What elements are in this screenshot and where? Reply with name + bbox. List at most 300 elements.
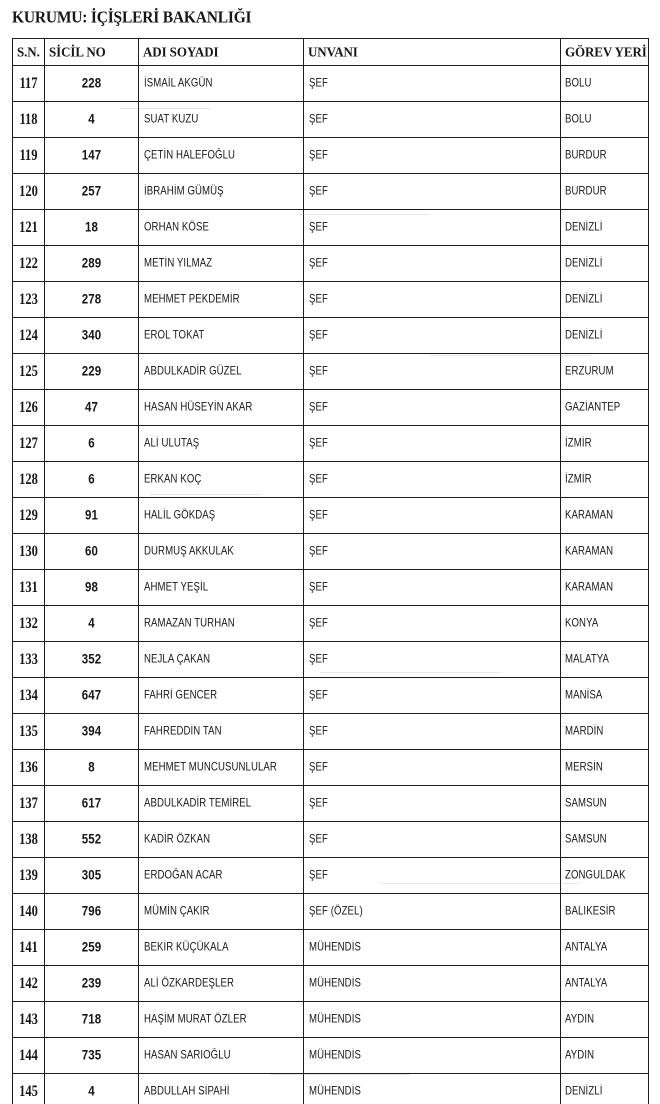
- cell-unvan-text: MÜHENDİS: [309, 1012, 361, 1027]
- cell-sn: [13, 426, 45, 462]
- cell-sn: [13, 858, 45, 894]
- table-row: [13, 1074, 649, 1104]
- table-row: [13, 1038, 649, 1074]
- cell-unvan: [304, 1074, 561, 1104]
- cell-unvan: [304, 498, 561, 534]
- table-row: [13, 930, 649, 966]
- cell-gorev: [561, 570, 649, 606]
- cell-sn-text: 132: [19, 614, 38, 632]
- cell-ad-text: AHMET YEŞİL: [144, 580, 209, 595]
- page-title: KURUMU: İÇİŞLERİ BAKANLIĞI: [12, 8, 252, 28]
- cell-unvan-text: ŞEF: [309, 796, 328, 811]
- cell-unvan-text: ŞEF: [309, 688, 328, 703]
- cell-ad: [139, 462, 304, 498]
- cell-sn: [13, 1074, 45, 1104]
- cell-sn-text: 117: [19, 74, 38, 92]
- cell-sicil: [45, 1002, 139, 1038]
- table-row: [13, 426, 649, 462]
- cell-ad: [139, 786, 304, 822]
- cell-gorev-text: KARAMAN: [565, 544, 614, 559]
- cell-ad-text: FAHRİ GENCER: [144, 688, 218, 703]
- cell-unvan: [304, 714, 561, 750]
- cell-sicil: [45, 606, 139, 642]
- cell-unvan: [304, 822, 561, 858]
- cell-unvan: [304, 1002, 561, 1038]
- table-body: [13, 66, 649, 1104]
- cell-sn: [13, 966, 45, 1002]
- cell-sn: [13, 930, 45, 966]
- cell-sicil: [45, 714, 139, 750]
- cell-gorev: [561, 894, 649, 930]
- cell-unvan: [304, 894, 561, 930]
- column-header-sicil-no: [45, 39, 139, 66]
- cell-sn-text: 127: [19, 434, 38, 452]
- cell-ad-text: ORHAN KÖSE: [144, 220, 209, 235]
- cell-sicil: [45, 858, 139, 894]
- cell-sicil-text: 4: [88, 616, 95, 631]
- cell-unvan-text: ŞEF: [309, 112, 328, 127]
- cell-unvan-text: MÜHENDİS: [309, 940, 361, 955]
- cell-unvan-text: ŞEF: [309, 436, 328, 451]
- cell-unvan-text: ŞEF: [309, 832, 328, 847]
- cell-ad-text: İBRAHİM GÜMÜŞ: [144, 184, 224, 199]
- cell-sn-text: 124: [19, 326, 38, 344]
- cell-sn-text: 141: [19, 938, 38, 956]
- cell-unvan: [304, 462, 561, 498]
- cell-sn: [13, 138, 45, 174]
- cell-gorev-text: MERSİN: [565, 760, 603, 775]
- cell-ad: [139, 678, 304, 714]
- cell-ad-text: HAŞİM MURAT ÖZLER: [144, 1012, 247, 1027]
- cell-sicil-text: 239: [81, 976, 102, 991]
- cell-gorev-text: BURDUR: [565, 184, 607, 199]
- cell-ad: [139, 966, 304, 1002]
- cell-sn-text: 135: [19, 722, 38, 740]
- cell-gorev-text: MANİSA: [565, 688, 603, 703]
- cell-gorev: [561, 498, 649, 534]
- cell-unvan-text: ŞEF: [309, 652, 328, 667]
- cell-unvan: [304, 318, 561, 354]
- cell-unvan-text: ŞEF: [309, 148, 328, 163]
- cell-sicil-text: 228: [81, 76, 102, 91]
- cell-unvan-text: ŞEF (ÖZEL): [309, 904, 363, 919]
- cell-unvan-text: ŞEF: [309, 256, 328, 271]
- cell-unvan-text: ŞEF: [309, 760, 328, 775]
- cell-sn: [13, 678, 45, 714]
- cell-gorev-text: BALIKESİR: [565, 904, 616, 919]
- cell-sn: [13, 642, 45, 678]
- cell-sicil-text: 552: [81, 832, 102, 847]
- cell-gorev: [561, 966, 649, 1002]
- cell-gorev: [561, 1002, 649, 1038]
- cell-unvan-text: ŞEF: [309, 868, 328, 883]
- cell-sn-text: 142: [19, 974, 38, 992]
- cell-sicil-text: 340: [81, 328, 102, 343]
- cell-gorev: [561, 174, 649, 210]
- cell-gorev-text: ZONGULDAK: [565, 868, 626, 883]
- cell-sn: [13, 282, 45, 318]
- cell-gorev-text: DENİZLİ: [565, 256, 603, 271]
- cell-sn-text: 129: [19, 506, 38, 524]
- cell-gorev-text: ANTALYA: [565, 976, 608, 991]
- table-row: [13, 786, 649, 822]
- cell-sn: [13, 570, 45, 606]
- cell-sn-text: 139: [19, 866, 38, 884]
- cell-sicil-text: 6: [88, 436, 95, 451]
- cell-sn-text: 137: [19, 794, 38, 812]
- cell-unvan: [304, 534, 561, 570]
- cell-ad: [139, 642, 304, 678]
- table-row: [13, 174, 649, 210]
- cell-sicil-text: 18: [85, 220, 98, 235]
- cell-ad-text: EROL TOKAT: [144, 328, 205, 343]
- cell-sicil: [45, 462, 139, 498]
- cell-unvan-text: ŞEF: [309, 328, 328, 343]
- cell-gorev: [561, 750, 649, 786]
- cell-gorev-text: AYDIN: [565, 1012, 595, 1027]
- cell-sicil: [45, 102, 139, 138]
- cell-ad-text: ABDULKADİR GÜZEL: [144, 364, 242, 379]
- cell-ad: [139, 534, 304, 570]
- cell-sicil-text: 289: [81, 256, 102, 271]
- cell-sicil: [45, 786, 139, 822]
- cell-sicil: [45, 318, 139, 354]
- cell-gorev-text: DENİZLİ: [565, 328, 603, 343]
- cell-unvan: [304, 246, 561, 282]
- cell-ad-text: SUAT KUZU: [144, 112, 199, 127]
- cell-sicil: [45, 642, 139, 678]
- cell-sn-text: 128: [19, 470, 38, 488]
- cell-ad: [139, 714, 304, 750]
- cell-sicil-text: 259: [81, 940, 102, 955]
- cell-sn-text: 140: [19, 902, 38, 920]
- cell-sn: [13, 66, 45, 102]
- cell-sicil: [45, 426, 139, 462]
- cell-gorev: [561, 354, 649, 390]
- cell-sicil: [45, 210, 139, 246]
- cell-gorev-text: DENİZLİ: [565, 220, 603, 235]
- cell-ad-text: MEHMET MUNCUSUNLULAR: [144, 760, 277, 775]
- cell-sicil-text: 735: [81, 1048, 102, 1063]
- cell-ad: [139, 498, 304, 534]
- cell-ad: [139, 606, 304, 642]
- cell-sn-text: 138: [19, 830, 38, 848]
- cell-unvan: [304, 678, 561, 714]
- cell-unvan: [304, 138, 561, 174]
- cell-gorev: [561, 822, 649, 858]
- cell-sn: [13, 786, 45, 822]
- cell-unvan: [304, 174, 561, 210]
- cell-ad-text: ERKAN KOÇ: [144, 472, 202, 487]
- cell-ad: [139, 138, 304, 174]
- cell-sicil-text: 91: [85, 508, 98, 523]
- cell-unvan: [304, 966, 561, 1002]
- cell-ad: [139, 210, 304, 246]
- column-header-adi-soyadi-label: ADI SOYADI: [143, 43, 219, 60]
- cell-ad: [139, 750, 304, 786]
- cell-sicil: [45, 570, 139, 606]
- cell-sicil-text: 147: [81, 148, 102, 163]
- cell-sicil-text: 352: [81, 652, 102, 667]
- cell-ad: [139, 1038, 304, 1074]
- table-row: [13, 606, 649, 642]
- cell-gorev-text: GAZİANTEP: [565, 400, 621, 415]
- cell-gorev-text: SAMSUN: [565, 796, 607, 811]
- cell-gorev-text: ANTALYA: [565, 940, 608, 955]
- column-header-gorev-yeri-label: GÖREV YERİ: [565, 43, 647, 60]
- cell-gorev-text: AYDIN: [565, 1048, 595, 1063]
- cell-unvan-text: ŞEF: [309, 544, 328, 559]
- cell-unvan-text: ŞEF: [309, 400, 328, 415]
- cell-ad-text: BEKİR KÜÇÜKALA: [144, 940, 229, 955]
- cell-sn-text: 131: [19, 578, 38, 596]
- cell-gorev-text: MARDİN: [565, 724, 604, 739]
- cell-gorev-text: KARAMAN: [565, 508, 614, 523]
- cell-unvan: [304, 570, 561, 606]
- cell-sn-text: 145: [19, 1082, 38, 1100]
- cell-ad: [139, 426, 304, 462]
- cell-ad-text: MEHMET PEKDEMİR: [144, 292, 240, 307]
- cell-ad-text: RAMAZAN TURHAN: [144, 616, 235, 631]
- cell-gorev-text: KARAMAN: [565, 580, 614, 595]
- cell-ad: [139, 102, 304, 138]
- cell-ad-text: HASAN HÜSEYİN AKAR: [144, 400, 253, 415]
- table-row: [13, 210, 649, 246]
- cell-unvan: [304, 390, 561, 426]
- cell-sicil-text: 718: [81, 1012, 102, 1027]
- cell-unvan: [304, 66, 561, 102]
- cell-gorev: [561, 1038, 649, 1074]
- cell-sicil-text: 257: [81, 184, 102, 199]
- cell-gorev-text: DENİZLİ: [565, 1084, 603, 1099]
- cell-gorev: [561, 462, 649, 498]
- cell-unvan: [304, 282, 561, 318]
- cell-sicil-text: 47: [85, 400, 98, 415]
- cell-sicil: [45, 1074, 139, 1104]
- cell-gorev: [561, 714, 649, 750]
- cell-gorev-text: BOLU: [565, 112, 592, 127]
- column-header-unvani-label: UNVANI: [308, 43, 358, 60]
- cell-sicil: [45, 894, 139, 930]
- cell-gorev: [561, 138, 649, 174]
- cell-sicil: [45, 966, 139, 1002]
- cell-sicil: [45, 354, 139, 390]
- cell-sicil: [45, 930, 139, 966]
- cell-sn: [13, 354, 45, 390]
- cell-sn-text: 134: [19, 686, 38, 704]
- cell-ad-text: DURMUŞ AKKULAK: [144, 544, 234, 559]
- cell-sicil: [45, 66, 139, 102]
- table-row: [13, 750, 649, 786]
- cell-sn: [13, 894, 45, 930]
- cell-sn-text: 144: [19, 1046, 38, 1064]
- cell-sn-text: 133: [19, 650, 38, 668]
- table-header-row: [13, 39, 649, 66]
- cell-gorev-text: ERZURUM: [565, 364, 614, 379]
- table-row: [13, 390, 649, 426]
- cell-sn-text: 120: [19, 182, 38, 200]
- cell-sicil-text: 60: [85, 544, 98, 559]
- cell-unvan: [304, 606, 561, 642]
- cell-ad: [139, 174, 304, 210]
- cell-ad: [139, 894, 304, 930]
- cell-gorev-text: DENİZLİ: [565, 292, 603, 307]
- cell-gorev: [561, 102, 649, 138]
- cell-sicil-text: 4: [88, 112, 95, 127]
- cell-sn: [13, 714, 45, 750]
- cell-gorev: [561, 678, 649, 714]
- cell-sicil: [45, 678, 139, 714]
- cell-ad-text: HALİL GÖKDAŞ: [144, 508, 216, 523]
- cell-gorev: [561, 210, 649, 246]
- cell-sicil: [45, 750, 139, 786]
- cell-ad: [139, 858, 304, 894]
- cell-gorev: [561, 1074, 649, 1104]
- cell-unvan-text: ŞEF: [309, 724, 328, 739]
- cell-gorev-text: KONYA: [565, 616, 599, 631]
- cell-unvan-text: ŞEF: [309, 616, 328, 631]
- cell-sn-text: 125: [19, 362, 38, 380]
- cell-ad-text: NEJLA ÇAKAN: [144, 652, 211, 667]
- cell-sn: [13, 210, 45, 246]
- cell-unvan-text: MÜHENDİS: [309, 976, 361, 991]
- cell-ad: [139, 1002, 304, 1038]
- cell-unvan-text: ŞEF: [309, 76, 328, 91]
- cell-ad-text: İSMAİL AKGÜN: [144, 76, 213, 91]
- cell-unvan: [304, 426, 561, 462]
- cell-ad: [139, 570, 304, 606]
- cell-unvan-text: ŞEF: [309, 472, 328, 487]
- table-row: [13, 1002, 649, 1038]
- cell-gorev: [561, 642, 649, 678]
- cell-gorev-text: SAMSUN: [565, 832, 607, 847]
- cell-ad-text: KADİR ÖZKAN: [144, 832, 211, 847]
- cell-unvan: [304, 1038, 561, 1074]
- cell-sicil-text: 229: [81, 364, 102, 379]
- cell-gorev: [561, 246, 649, 282]
- cell-unvan: [304, 642, 561, 678]
- cell-ad-text: ALİ ÖZKARDEŞLER: [144, 976, 235, 991]
- cell-sicil-text: 617: [81, 796, 102, 811]
- cell-sn: [13, 462, 45, 498]
- cell-sicil-text: 6: [88, 472, 95, 487]
- cell-ad: [139, 1074, 304, 1104]
- cell-gorev-text: BURDUR: [565, 148, 607, 163]
- cell-unvan-text: MÜHENDİS: [309, 1048, 361, 1063]
- table-row: [13, 318, 649, 354]
- cell-gorev: [561, 606, 649, 642]
- cell-sicil: [45, 138, 139, 174]
- column-header-sicil-no-label: SİCİL NO: [49, 43, 106, 60]
- cell-sicil-text: 98: [85, 580, 98, 595]
- cell-sicil: [45, 498, 139, 534]
- cell-sn: [13, 534, 45, 570]
- cell-sn-text: 123: [19, 290, 38, 308]
- cell-unvan: [304, 354, 561, 390]
- table-row: [13, 714, 649, 750]
- cell-sicil: [45, 174, 139, 210]
- cell-gorev: [561, 426, 649, 462]
- cell-gorev: [561, 318, 649, 354]
- cell-ad-text: FAHREDDİN TAN: [144, 724, 222, 739]
- cell-sicil-text: 647: [81, 688, 102, 703]
- cell-unvan: [304, 858, 561, 894]
- personnel-table: [12, 38, 649, 1104]
- cell-sicil: [45, 534, 139, 570]
- cell-gorev: [561, 282, 649, 318]
- cell-sn-text: 130: [19, 542, 38, 560]
- cell-ad: [139, 246, 304, 282]
- table-row: [13, 966, 649, 1002]
- table-row: [13, 570, 649, 606]
- cell-sn: [13, 498, 45, 534]
- cell-unvan-text: ŞEF: [309, 220, 328, 235]
- cell-unvan-text: ŞEF: [309, 292, 328, 307]
- table-row: [13, 102, 649, 138]
- cell-ad: [139, 930, 304, 966]
- cell-gorev: [561, 390, 649, 426]
- cell-sn: [13, 318, 45, 354]
- column-header-adi-soyadi: [139, 39, 304, 66]
- cell-sicil-text: 278: [81, 292, 102, 307]
- cell-sicil: [45, 246, 139, 282]
- table-row: [13, 642, 649, 678]
- cell-sn-text: 136: [19, 758, 38, 776]
- cell-ad-text: METİN YILMAZ: [144, 256, 213, 271]
- cell-gorev-text: MALATYA: [565, 652, 610, 667]
- cell-ad-text: ALİ ULUTAŞ: [144, 436, 200, 451]
- table-row: [13, 66, 649, 102]
- column-header-unvani: [304, 39, 561, 66]
- cell-ad: [139, 282, 304, 318]
- cell-sn: [13, 606, 45, 642]
- cell-sn: [13, 822, 45, 858]
- cell-sicil-text: 394: [81, 724, 102, 739]
- table-row: [13, 462, 649, 498]
- cell-sicil: [45, 390, 139, 426]
- cell-sn: [13, 390, 45, 426]
- cell-unvan-text: ŞEF: [309, 184, 328, 199]
- cell-unvan: [304, 786, 561, 822]
- cell-ad-text: ERDOĞAN ACAR: [144, 868, 223, 883]
- cell-gorev-text: İZMİR: [565, 472, 592, 487]
- table-header: [13, 39, 649, 66]
- cell-sicil: [45, 822, 139, 858]
- cell-ad-text: ABDULLAH SİPAHİ: [144, 1084, 230, 1099]
- column-header-gorev-yeri: [561, 39, 649, 66]
- table-row: [13, 858, 649, 894]
- cell-ad: [139, 822, 304, 858]
- cell-unvan: [304, 930, 561, 966]
- cell-sn-text: 121: [19, 218, 38, 236]
- cell-gorev-text: BOLU: [565, 76, 592, 91]
- cell-sn: [13, 102, 45, 138]
- cell-ad: [139, 318, 304, 354]
- cell-ad: [139, 354, 304, 390]
- table-row: [13, 822, 649, 858]
- cell-gorev: [561, 930, 649, 966]
- cell-sn-text: 122: [19, 254, 38, 272]
- table-row: [13, 246, 649, 282]
- cell-sn: [13, 246, 45, 282]
- cell-sicil: [45, 282, 139, 318]
- cell-sn-text: 126: [19, 398, 38, 416]
- cell-sicil-text: 4: [88, 1084, 95, 1099]
- cell-unvan: [304, 102, 561, 138]
- cell-ad-text: ABDULKADİR TEMİREL: [144, 796, 252, 811]
- cell-sn: [13, 1038, 45, 1074]
- table-row: [13, 282, 649, 318]
